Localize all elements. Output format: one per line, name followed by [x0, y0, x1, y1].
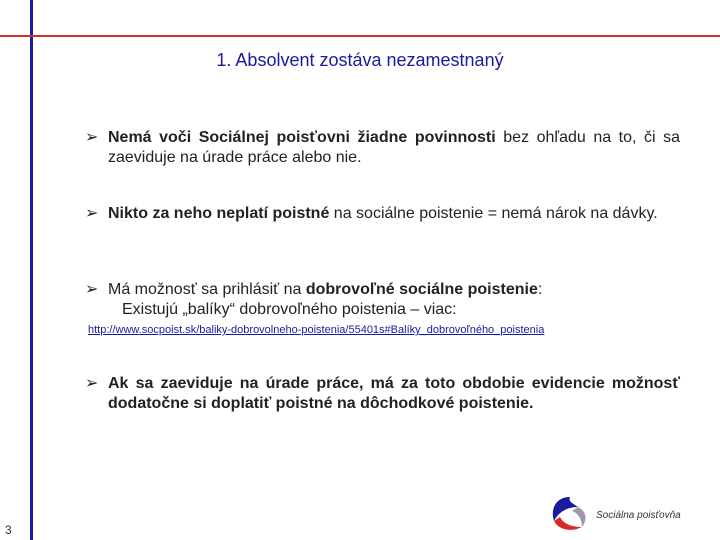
page-number: 3: [5, 523, 12, 537]
bullet-1: [85, 128, 680, 168]
arrow-bullet-icon: ➢: [85, 205, 99, 222]
bullet-2-bold: Nikto za neho neplatí poistné: [108, 205, 330, 222]
bullet-2-rest: na sociálne poistenie = nemá nárok na dávky.: [329, 205, 658, 222]
bullet-2: [85, 204, 680, 224]
vertical-accent-line: [30, 0, 33, 540]
bullet-4-text: Ak sa zaeviduje na úrade práce, má za toto obdobie evidencie možnosť dodatočne si doplatiť poistné na dôchodkové poistenie.: [108, 375, 680, 412]
bullet-1-bold: Nemá voči Sociálnej poisťovni žiadne povinnosti: [108, 129, 496, 146]
social-insurance-logo-icon: [548, 493, 592, 533]
bullet-1-rest: bez ohľadu na to, či sa zaeviduje na úrade práce alebo nie.: [108, 129, 681, 166]
arrow-bullet-icon: ➢: [85, 129, 99, 146]
horizontal-accent-line: [0, 35, 720, 37]
arrow-bullet-icon: ➢: [85, 375, 99, 392]
bullet-3: [85, 280, 680, 320]
logo-text: Sociálna poisťovňa: [596, 510, 681, 521]
bullet-3-bold: dobrovoľné sociálne poistenie: [305, 281, 538, 298]
arrow-bullet-icon: ➢: [85, 281, 99, 298]
bullet-3-sub: Existujú „balíky“ dobrovoľného poistenia – viac:: [122, 301, 457, 318]
slide-title: 1. Absolvent zostáva nezamestnaný: [216, 50, 504, 70]
bullet-3-post: :: [537, 281, 543, 298]
bullet-3-pre: Má možnosť sa prihlásiť na: [108, 281, 306, 298]
bullet-4: [85, 374, 680, 414]
packages-link[interactable]: http://www.socpoist.sk/baliky-dobrovolneho-poistenia/55401s#Balíky_dobrovoľného_poistenia: [88, 324, 545, 336]
